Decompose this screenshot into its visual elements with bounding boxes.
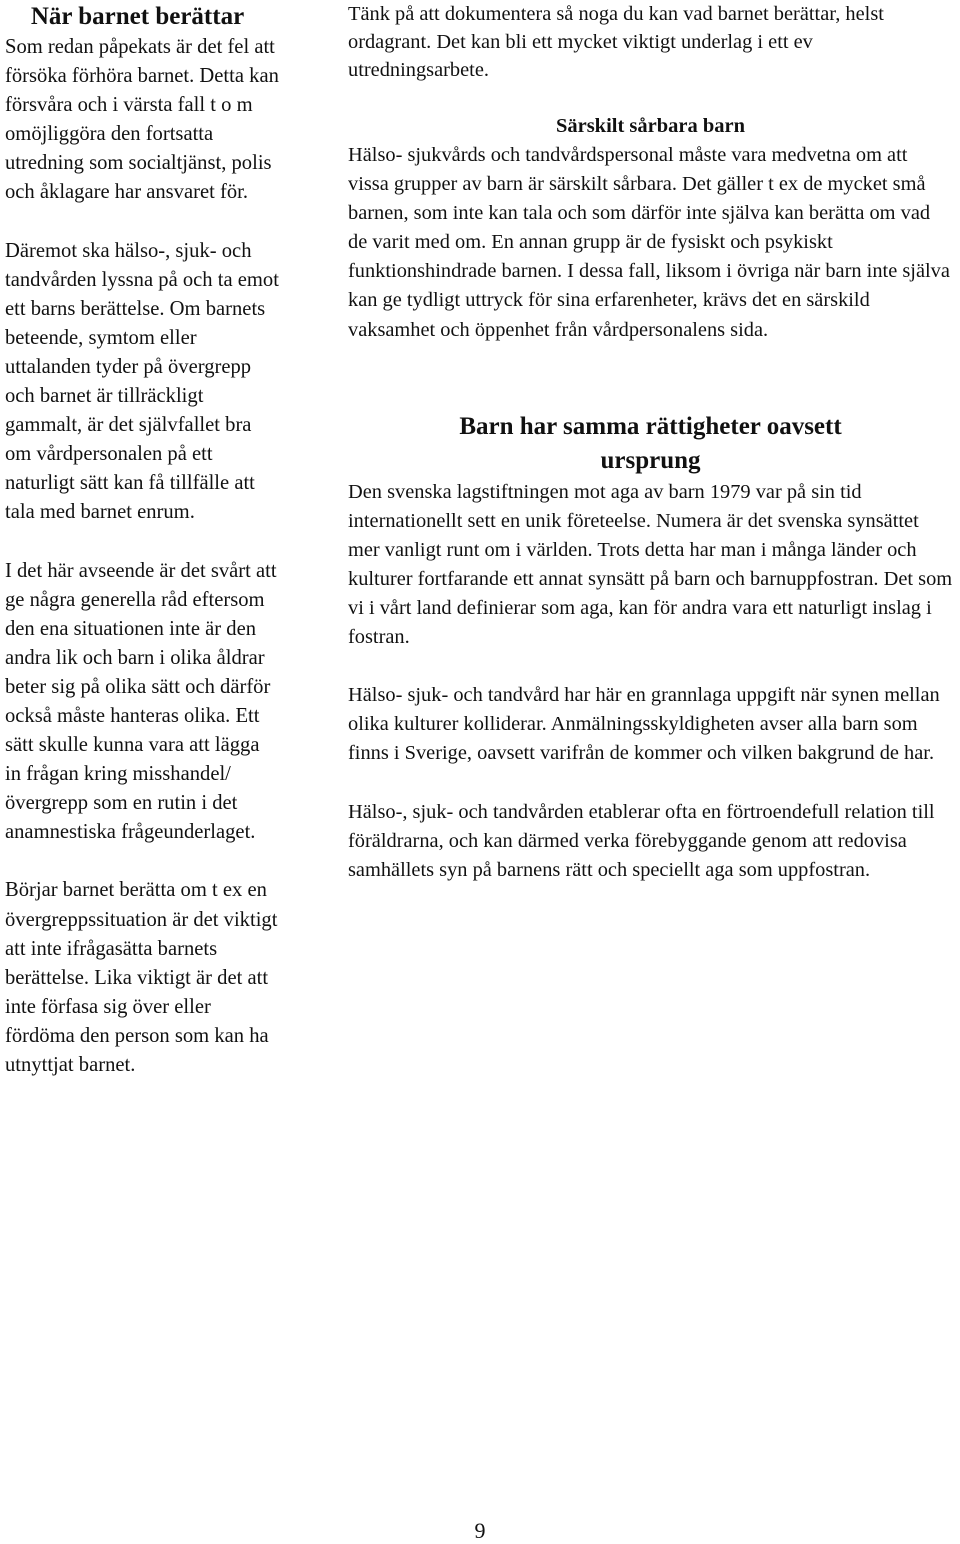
page-number: 9	[474, 1518, 486, 1543]
heading-sarskilt-sarbara-barn: Särskilt sårbara barn	[555, 115, 746, 137]
heading-samma-rattigheter: Barn har samma rättigheter oavsett ursprung	[459, 412, 842, 474]
paragraph-lagstiftning: Den svenska lagstiftningen mot aga av barn 1979 var på sin tid internationellt sett en unik företeelse. Numera är det svenska synsättet mer vanligt runt om i världen. Trots detta har man i många länder och kulturer fortfarande ett annat synsätt på barn och barnuppfostran. Det som vi i vårt land definierar som aga, kan för andra vara ett naturligt inslag i fostran.	[348, 480, 953, 649]
paragraph-kulturer: Hälso- sjuk- och tandvård har här en grannlaga uppgift när synen mellan olika kulturer kolliderar. Anmälningsskyldigheten avser alla barn som finns i Sverige, oavsett varifrån de kommer och vilken bakgrund de har.	[348, 684, 940, 765]
paragraph-fortroende: Hälso-, sjuk- och tandvården etablerar ofta en förtroendefull relation till föräldrarna, och kan därmed verka förebyggande genom att redovisa samhällets syn på barnens rätt och speciellt aga som uppfostran.	[348, 800, 935, 881]
left-column	[5, 0, 280, 1080]
section-title-nar-barnet-berattar: När barnet berättar	[30, 3, 245, 30]
paragraph-dokumentera: Tänk på att dokumentera så noga du kan vad barnet berättar, helst ordagrant. Det kan bli ett mycket viktigt underlag i ett ev utredningsarbete.	[348, 3, 884, 81]
paragraph-forhor: Som redan påpekats är det fel att försöka förhöra barnet. Detta kan försvåra och i värsta fall t o m omöjliggöra den fortsatta utredning som socialtjänst, polis och åklagare har ansvaret för.	[5, 36, 279, 204]
right-column	[348, 0, 953, 885]
paragraph-sarbara: Hälso- sjukvårds och tandvårdspersonal måste vara medvetna om att vissa grupper av barn är särskilt sårbara. Det gäller t ex de mycket små barnen, som inte kan tala och som därför inte själva kan berätta om vad de varit med om. En annan grupp är de fysiskt och psykiskt funktionshindrade barnen. I dessa fall, liksom i övriga när barn inte själva kan ge tydligt uttryck för sina erfarenheter, krävs det en särskild vaksamhet och öppenhet från vårdpersonalens sida.	[348, 144, 950, 341]
paragraph-lyssna: Däremot ska hälso-, sjuk- och tandvården lyssna på och ta emot ett barns berättelse. Om barnets beteende, symtom eller uttalanden tyder på övergrepp och barnet är tillräckligt gammalt, är det självfallet bra om vårdpersonalen på ett naturligt sätt kan få tillfälle att tala med barnet enrum.	[5, 239, 279, 524]
paragraph-generella-rad: I det här avseende är det svårt att ge några generella råd eftersom den ena situationen inte är den andra lik och barn i olika åldrar beter sig på olika sätt och därför också måste hanteras olika. Ett sätt skulle kunna vara att lägga in frågan kring misshandel/övergrepp som en rutin i det anamnestiska frågeunderlaget.	[5, 559, 277, 844]
paragraph-ifragasatta: Börjar barnet berätta om t ex en övergreppssituation är det viktigt att inte ifrågasätta barnets berättelse. Lika viktigt är det att inte förfasa sig över eller fördöma den person som kan ha utnyttjat barnet.	[5, 879, 278, 1076]
